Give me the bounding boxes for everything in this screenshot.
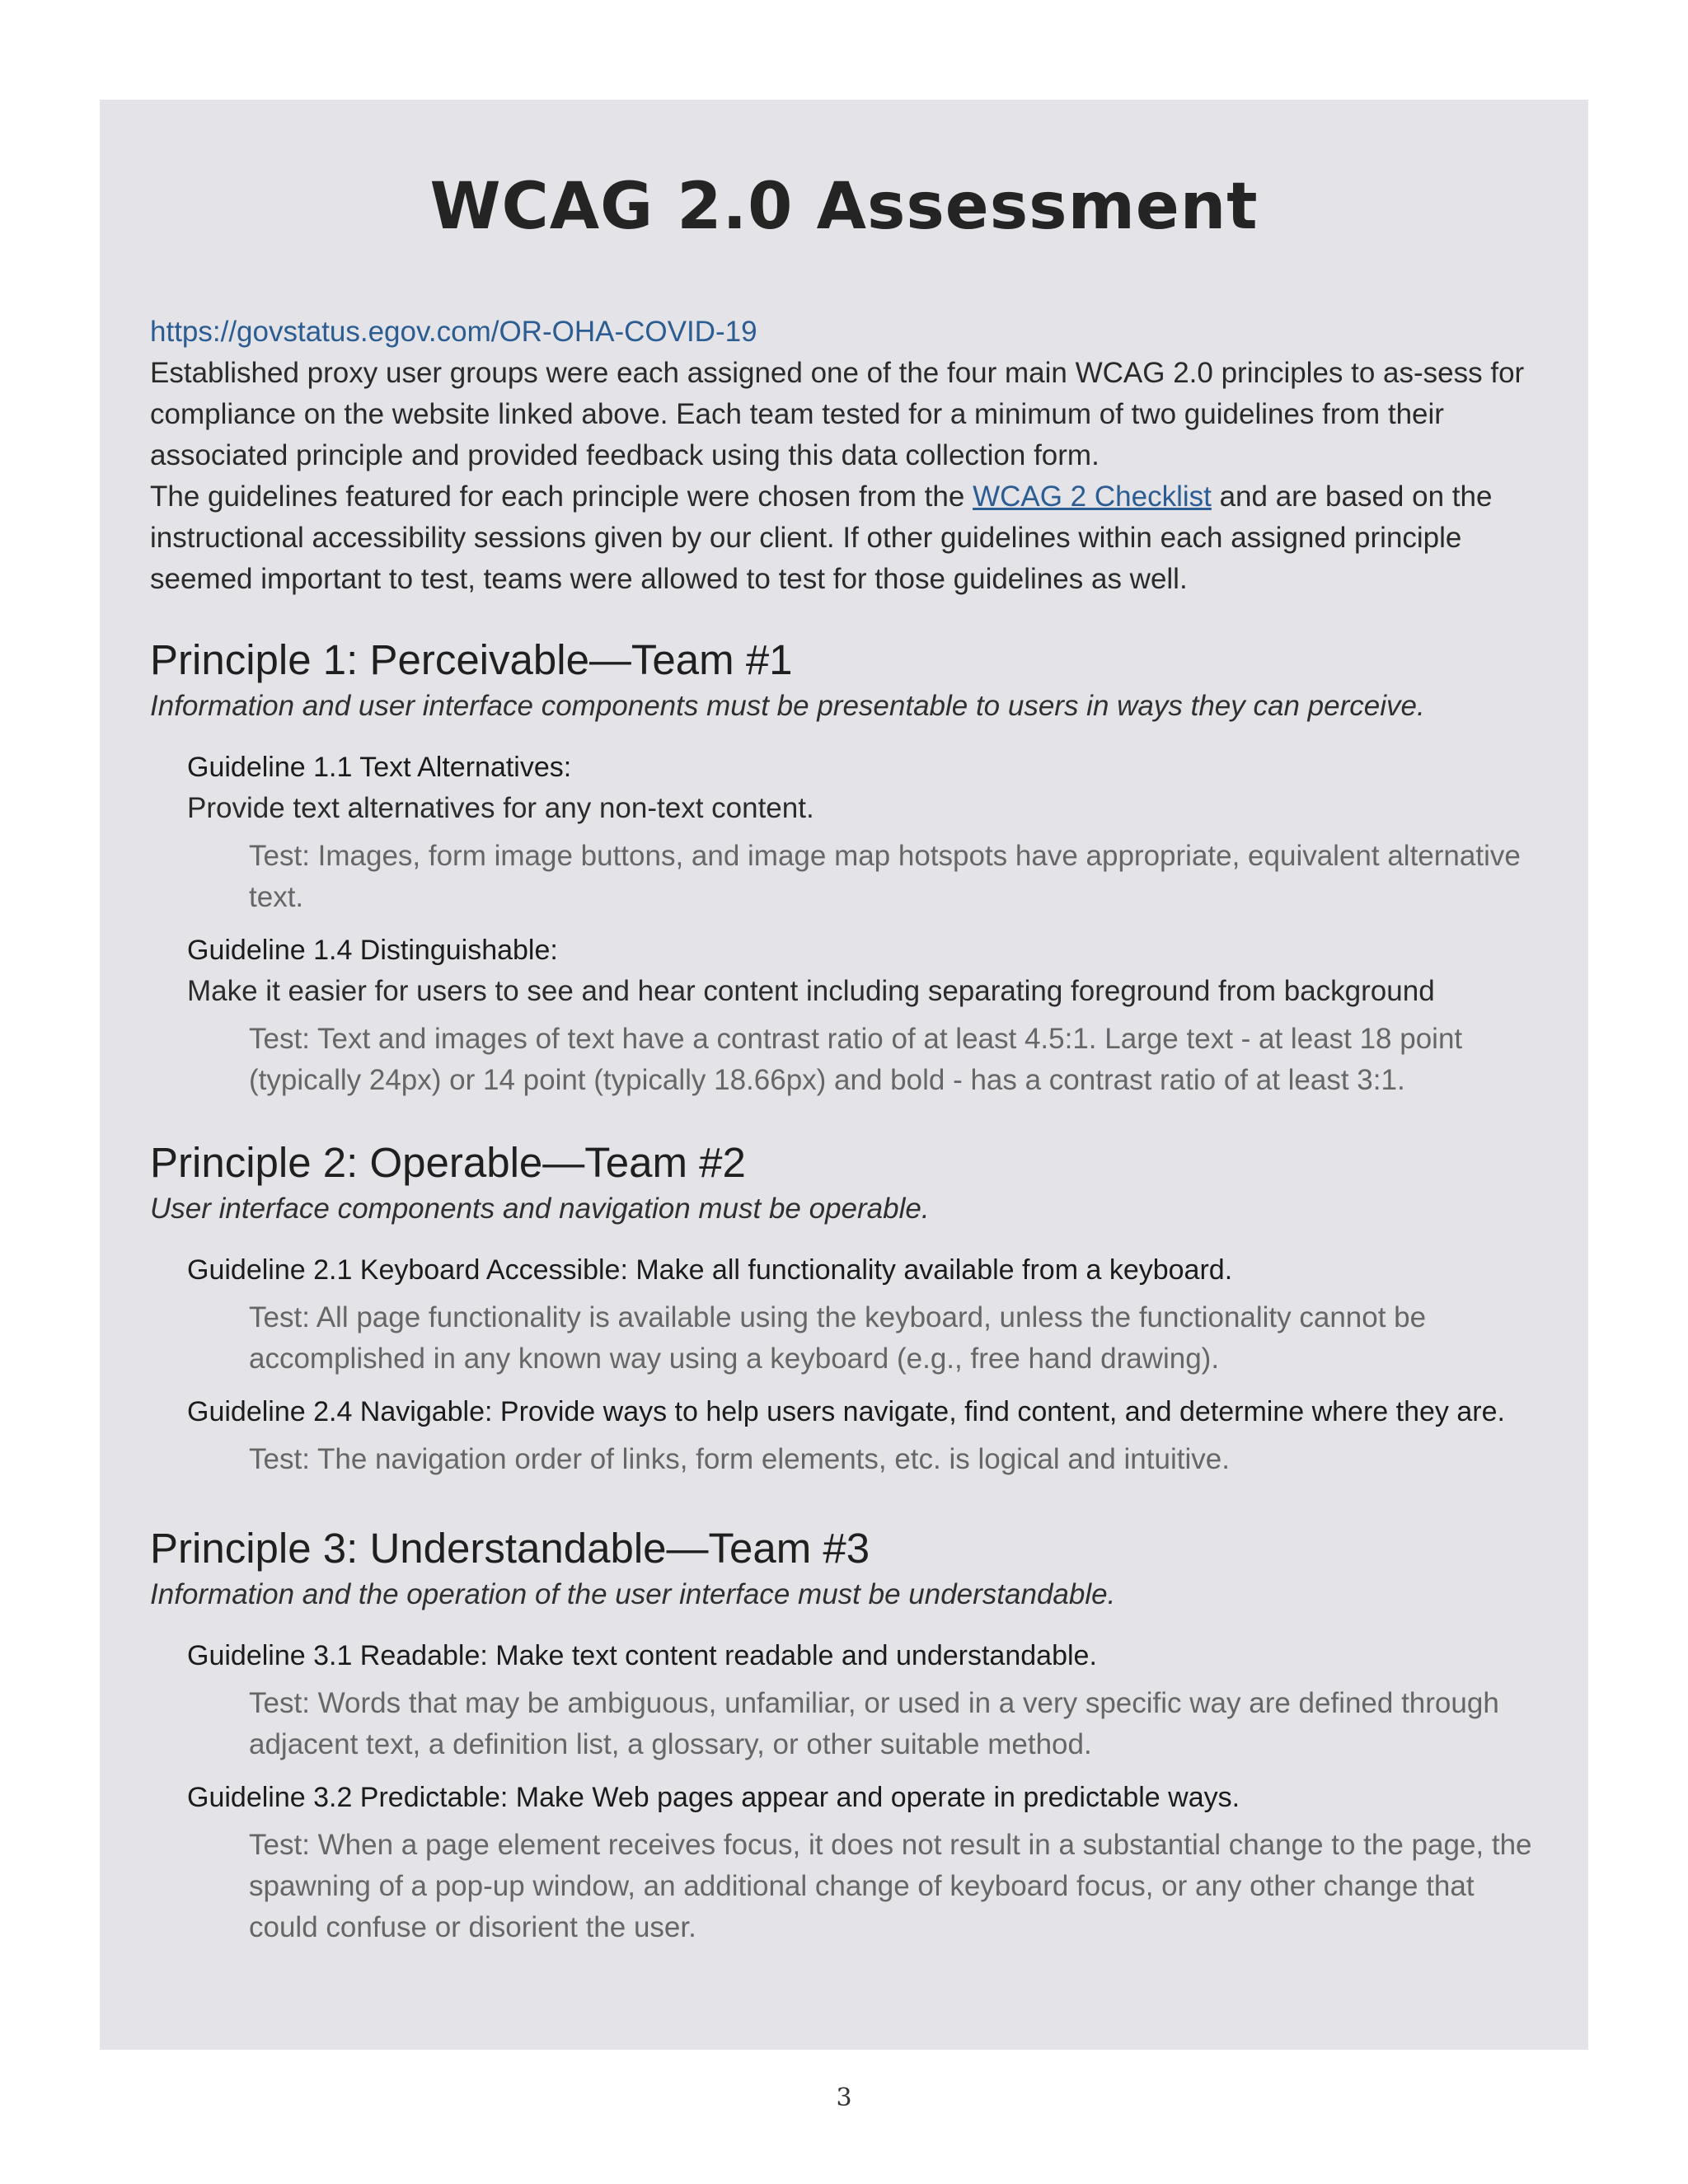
intro-text-after-link: and are based on the instructional accessibility sessions given by our client. If other guidelines within each assigned principle seemed important to test, teams were allowed to test for those guidelines as well. bbox=[150, 480, 1493, 595]
wcag-checklist-link[interactable]: WCAG 2 Checklist bbox=[973, 480, 1212, 513]
guideline-3-2 bbox=[187, 1777, 1547, 1948]
guideline-3-1 bbox=[187, 1635, 1547, 1765]
principle-description: User interface components and navigation must be operable. bbox=[150, 1193, 930, 1225]
guideline-heading: Guideline 3.2 Predictable: Make Web pages appear and operate in predictable ways. bbox=[187, 1782, 1240, 1813]
principle-title: Principle 1: Perceivable—Team #1 bbox=[150, 636, 793, 683]
principle-3-section bbox=[150, 1523, 1547, 1948]
guideline-test: Test: Images, form image buttons, and image map hotspots have appropriate, equivalent alternative text. bbox=[249, 840, 1521, 913]
guideline-heading: Guideline 1.1 Text Alternatives: bbox=[187, 752, 572, 783]
principle-description: Information and user interface components must be presentable to users in ways they can perceive. bbox=[150, 690, 1425, 722]
site-url-link[interactable]: https://govstatus.egov.com/OR-OHA-COVID-19 bbox=[150, 316, 757, 348]
guideline-test: Test: Text and images of text have a contrast ratio of at least 4.5:1. Large text - at least 18 point (typically 24px) or 14 point (typically 18.66px) and bold - has a contrast ratio of at least 3:1. bbox=[249, 1023, 1463, 1096]
principle-title: Principle 2: Operable—Team #2 bbox=[150, 1139, 746, 1186]
principle-title: Principle 3: Understandable—Team #3 bbox=[150, 1525, 870, 1572]
guideline-heading: Guideline 2.1 Keyboard Accessible: Make all functionality available from a keyboard. bbox=[187, 1254, 1233, 1286]
intro-paragraph-2 bbox=[150, 476, 1547, 600]
page-title: WCAG 2.0 Assessment bbox=[429, 170, 1259, 244]
main-content bbox=[150, 312, 1547, 1948]
page-number: 3 bbox=[836, 2083, 852, 2112]
guideline-2-4 bbox=[187, 1391, 1547, 1480]
guideline-test: Test: Words that may be ambiguous, unfamiliar, or used in a very specific way are defined through adjacent text, a definition list, a glossary, or other suitable method. bbox=[249, 1687, 1499, 1760]
guideline-2-1 bbox=[187, 1249, 1547, 1380]
guideline-heading: Guideline 2.4 Navigable: Provide ways to help users navigate, find content, and determine where they are. bbox=[187, 1396, 1505, 1427]
guideline-test: Test: All page functionality is available using the keyboard, unless the functionality cannot be accomplished in any known way using a keyboard (e.g., free hand drawing). bbox=[249, 1301, 1427, 1375]
guideline-description: Provide text alternatives for any non-text content. bbox=[187, 792, 814, 824]
guideline-heading: Guideline 1.4 Distinguishable: bbox=[187, 935, 558, 966]
principle-2-section bbox=[150, 1137, 1547, 1480]
guideline-1-4 bbox=[187, 930, 1547, 1101]
guideline-test: Test: When a page element receives focus, it does not result in a substantial change to the page, the spawning of a pop-up window, an additional change of keyboard focus, or any other change that could confuse or disorient the user. bbox=[249, 1829, 1532, 1943]
guideline-test: Test: The navigation order of links, form elements, etc. is logical and intuitive. bbox=[249, 1443, 1230, 1475]
guideline-description: Make it easier for users to see and hear content including separating foreground from background bbox=[187, 975, 1435, 1007]
principle-description: Information and the operation of the user interface must be understandable. bbox=[150, 1578, 1116, 1610]
principle-1-section bbox=[150, 635, 1547, 1101]
content-panel bbox=[100, 100, 1588, 2050]
intro-paragraph-1: Established proxy user groups were each assigned one of the four main WCAG 2.0 principles to as-sess for compliance on the website linked above. Each team tested for a minimum of two guidelines from their associated principle and provided feedback using this data collection form. bbox=[150, 357, 1525, 471]
intro-text-before-link: The guidelines featured for each principle were chosen from the bbox=[150, 480, 973, 513]
guideline-heading: Guideline 3.1 Readable: Make text content readable and understandable. bbox=[187, 1640, 1097, 1671]
guideline-1-1 bbox=[187, 747, 1547, 918]
